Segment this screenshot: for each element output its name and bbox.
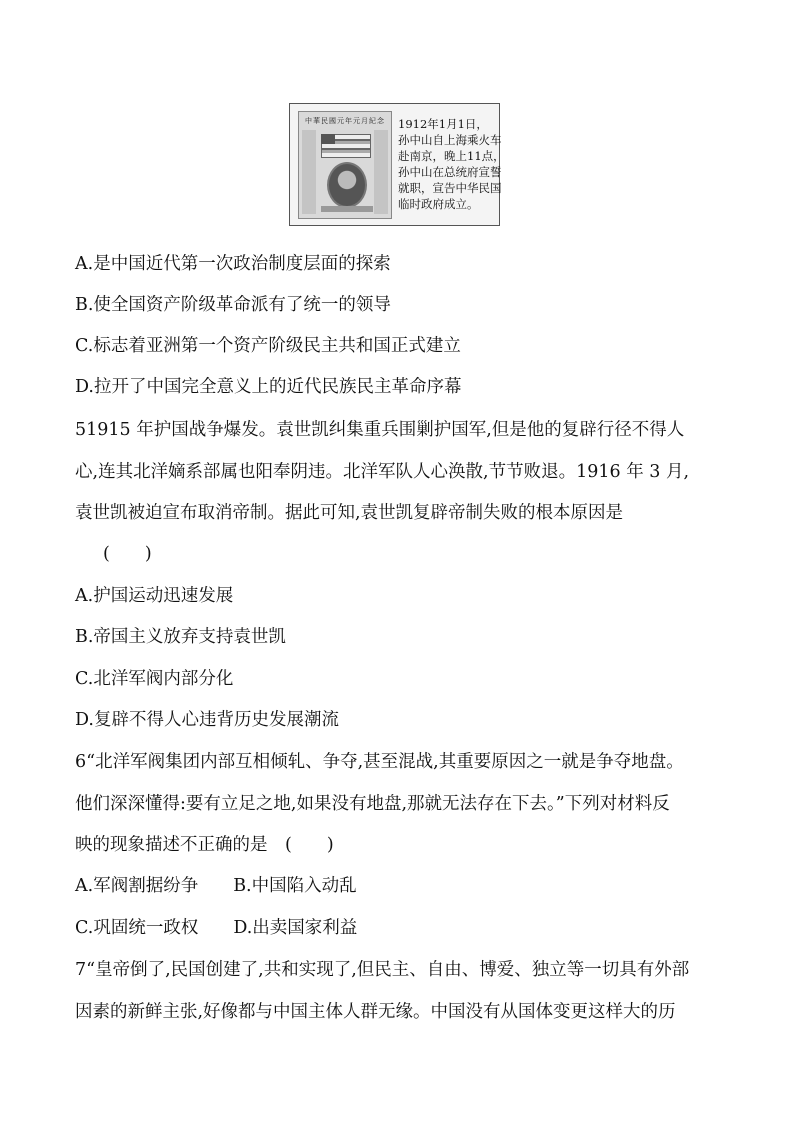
poster-footer bbox=[321, 206, 373, 212]
caption-line: 孙中山自上海乘火车 bbox=[398, 133, 502, 147]
question-5-text: 袁世凯被迫宣布取消帝制。据此可知,袁世凯复辟帝制失败的根本原因是 bbox=[75, 503, 624, 523]
question-5-text: 心,连其北洋嫡系部属也阳奉阴违。北洋军队人心涣散,节节败退。1916 年 3 月, bbox=[75, 462, 690, 482]
question-7-text: 7“皇帝倒了,民国创建了,共和实现了,但民主、自由、博爱、独立等一切具有外部 bbox=[75, 960, 690, 980]
option-d: D.复辟不得人心违背历史发展潮流 bbox=[75, 710, 339, 730]
options-a-b: A.军阀割据纷争 B.中国陷入动乱 bbox=[75, 876, 357, 896]
caption-line: 1912年1月1日， bbox=[398, 117, 488, 131]
question-5-text: 51915 年护国战争爆发。袁世凯纠集重兵围剿护国军,但是他的复辟行径不得人 bbox=[75, 420, 685, 440]
historical-figure bbox=[289, 103, 505, 226]
caption-line: 就职，宣告中华民国 bbox=[398, 181, 502, 195]
question-6-text: 6“北洋军阀集团内部互相倾轧、争夺,甚至混战,其重要原因之一就是争夺地盘。 bbox=[75, 752, 684, 772]
poster-image bbox=[298, 111, 392, 219]
figure-caption bbox=[398, 116, 505, 212]
question-6-text: 映的现象描述不正确的是 ( ) bbox=[75, 835, 334, 855]
poster-header: 中華民國元年元月紀念 bbox=[305, 117, 385, 125]
flag-canton bbox=[321, 134, 335, 144]
option-b: B.使全国资产阶级革命派有了统一的领导 bbox=[75, 295, 391, 315]
poster-side-panel bbox=[302, 130, 316, 214]
option-b: B.帝国主义放弃支持袁世凯 bbox=[75, 627, 286, 647]
question-6-text: 他们深深懂得:要有立足之地,如果没有地盘,那就无法存在下去。”下列对材料反 bbox=[75, 794, 670, 814]
option-d: D.拉开了中国完全意义上的近代民族民主革命序幕 bbox=[75, 377, 462, 397]
option-c: C.北洋军阀内部分化 bbox=[75, 669, 234, 689]
caption-line: 临时政府成立。 bbox=[398, 197, 479, 211]
option-c: C.标志着亚洲第一个资产阶级民主共和国正式建立 bbox=[75, 336, 461, 356]
caption-line: 孙中山在总统府宣誓 bbox=[398, 165, 502, 179]
poster-side-panel bbox=[374, 130, 388, 214]
caption-line: 赴南京，晚上11点， bbox=[398, 149, 505, 163]
option-a: A.是中国近代第一次政治制度层面的探索 bbox=[75, 254, 391, 274]
options-c-d: C.巩固统一政权 D.出卖国家利益 bbox=[75, 918, 358, 938]
answer-blank: ( ) bbox=[103, 544, 152, 564]
portrait-image bbox=[327, 162, 367, 208]
option-a: A.护国运动迅速发展 bbox=[75, 586, 234, 606]
question-7-text: 因素的新鲜主张,好像都与中国主体人群无缘。中国没有从国体变更这样大的历 bbox=[75, 1002, 676, 1022]
